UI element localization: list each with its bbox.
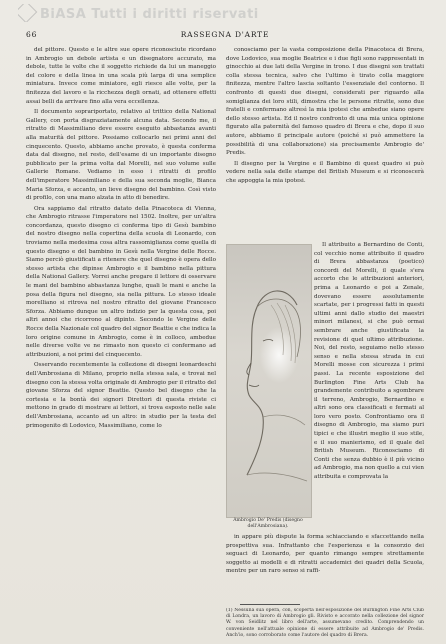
right-column-bottom bbox=[226, 533, 424, 601]
footnote: (1) Nessuna sua opera, con, scoperta nell'esposizione del Burlington Fine Arts Club di Londra, un lavoro di Ambrogio gli. Rivisto e accorato nella collezione del signor W. von Seidlitz nel libro dell'arte, assumevano credito. Comprendendo un conveniente nell'attuale opinione di essere attribuite ad Ambrogio de' Predis. Anch'io, sono corroborato come l'autore del quadro di Brera. bbox=[226, 608, 424, 638]
figure bbox=[226, 244, 310, 532]
footnote-rule bbox=[240, 604, 300, 605]
paragraph: Il disegno per la Vergine e il Bambino di quest quadro si può vedere nella sala delle stampe del British Museum e si riconoscerà che appoggia la mia ipotesi. bbox=[226, 160, 424, 184]
paragraph: del pittore. Questo e le altre sue opere riconosciute ricordano in Ambrogio un debole artista e un disegnatore accurato, ma debole, tutte le volte che il soggetto richiede da lui un maneggio del colore e della linea in una scala più larga di una semplice miniatura. Invece come miniatore, egli riesce alle volte, per la finitezza del lavoro e la ricchezza degli ornati, ad ottenere effetti assai belli da arrivare fino alla vera eccellenza. bbox=[26, 47, 216, 105]
biasa-logo-icon bbox=[18, 4, 37, 22]
watermark-text: BiASA Tutti i diritti riservati bbox=[40, 7, 259, 22]
figure-caption: Ambrogio De' Predis (disegno dell'Ambrosiana). bbox=[233, 518, 303, 529]
portrait-sketch-icon bbox=[227, 245, 311, 517]
right-column-top bbox=[226, 46, 424, 241]
watermark bbox=[18, 4, 438, 22]
right-column-mid bbox=[314, 241, 424, 533]
paragraph: Il documento soprariportato, relativo al trittico della National Gallery, con porta disgraziatamente alcuna data. Secondo me, il ritratto di Massimiliano deve essere eseguito abbastanza avanti alla maturità del pittore. Possiamo collocarlo nei primi anni del cinquecento. Questo, abbiamo anche provato, è questa conferma data dal disegno, nel resto, dell'esame di un importante disegno pubblicato per la prima volta dal Morelli, nel suo volume sulle Gallerie Romane. Vediamo in esso i ritratti di profilo dell'imperatore Massimiliano e della sua seconda moglie, Bianca Maria Sforza, e accanto, un lieve disegno del bambino. Così visto di profilo, con una mano alzata in atto di benedire. bbox=[26, 109, 216, 202]
page-number: 66 bbox=[26, 30, 38, 39]
journal-title: RASSEGNA D'ARTE bbox=[180, 30, 270, 39]
paragraph: in appare più dispute la forma schiacciando e sfaccettando nella prospettiva sua. Infrattanto che l'esperienza e la consorzio dei seguaci di Leonardo, per quanto rimango sempre strettamente soggetto ai modelli e di ritratti accademici dei quadri della Scuola, mentre per un raro senso si raffi- bbox=[226, 534, 424, 575]
left-column bbox=[26, 46, 216, 596]
paragraph: conosciamo per la vasta composizione della Pinacoteca di Brera, dove Lodovico, sua moglie Beatrice e i due figli sono rappresentati in ginocchio ai due lati della Vergine in trono. I due disegni son trattati colla stessa tecnica, salvo che l'ultimo è tirato colla maggiore finitezza, mentre l'altro lascia soltanto l'essenziale del contorno. Il confronto di questi due disegni, considerati per riguardo alla somiglianza dei loro stili, dimostra che le persone ritratte, sono due fratelli e confermano altresì la mia ipotesi che ambedue siano opere dello stesso artista. Ed il nostro confronto di una mia unica opinione figurato alla paternità del famoso quadro di Brera e che, dopo il suo autore, abbiamo il principale autore (poiché si può ammettere la possibilità di una collaborazione) sia precisamente Ambrogio de' Predis. bbox=[226, 47, 424, 157]
paragraph: Il attribuito a Bernardino de Conti, col vecchio nome attribuito il quadro di Brera abbastanza (poetico) concordi del Morelli, il quale s'era accorto che le attribuzioni anteriori, prima a Leonardo e poi a Zenale, dovevano essere assolutamente scartate, per i progressi fatti in questi ultimi anni dallo studio dei maestri minori milanesi, si che può ormai sembrare anche giustificata la revisione di quel ultimo attribuzione. Noi, del resto, seguiamo nello stesso senso e nella stessa strada in cui Morelli mosse con sicurezza i primi passi. La recente esposizione del Burlington Fine Arts Club ha grandemente contribuito a sgombrare il terreno, Ambrogio, Bernardino e altri sono ora classificati e fermati al loro vero posto. Confrontiamo ora il disegno di Ambrogio, ma siamo puri tipici e che illustri meglio il suo stile, e il suo manierismo, ed il quale del British Museum. Riconosciamo di Conti che senza dubbio è il più vicino ad Ambrogio, ma non quello a cui vien attribuita e comprovata la bbox=[314, 242, 424, 481]
running-header bbox=[26, 30, 424, 42]
portrait-drawing-image bbox=[226, 244, 312, 518]
paragraph: Ora sappiamo dal ritratto datato della Pinacoteca di Vienna, che Ambrogio ritrasse l'imperatore nel 1502. Inoltre, per un'altra concordanza, questo disegno ci conferma tipo di Gesù bambino del nostro disegno nella copertina della scuola di Leonardo, con troviamo nella medesima cosa altra rassomiglianza come quella di questo disegno e del bambino in Gesù nella Vergine delle Rocce. Siamo perciò giustificati a ritenere che quel disegno è opera dello stesso artista che dipinse Ambrogio e il bambino nella pittura della National Gallery. Vorrei anche pregare il lettore di osservare le mani del bambino abbastanza lunghe, quali le mani e anche la posa della figura nel disegno, sia nella pittura. Lo stesso ideale morelliano si ritrova nel nostro ritratto del giovane Francesco Sforza. Abbiamo dunque un altro indizio per la questa cosa, poi altri annoi che ricorrono al dipinto. Secondo le Vergine delle Rocce della Nazionale col quadro del signor Beattie e che indica la loro origine comune in Ambrogio, come è in colloco, ambedue nelle diverse volte ve ne rimasto non questo ci confermano ad attribuzioni, a noi primi del cinquecento. bbox=[26, 205, 216, 358]
paragraph: Osservando recentemente la collezione di disegni leonardeschi dell'Ambrosiana di Milano, proprio nella stessa sala, e trovai nel disegno con la stessa volta originale di Ambrogio per il ritratto del giovane Sforza del signor Beattie. Questo bel disegno che la cortesia e la bontà dei signori Direttori di questa riviste ci mettono in grado di mostrare ai lettori, si trova esposto nelle sale dell'Ambrosiana, accanto ad un altro: in studio per la testa del primogenito di Lodovico, Massimiliano, come lo bbox=[26, 362, 216, 429]
